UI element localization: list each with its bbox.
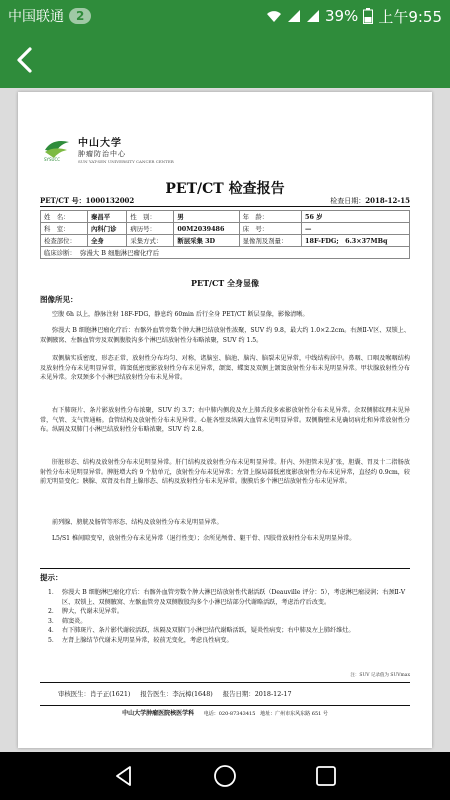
notification-badge: 2 (69, 8, 91, 24)
info-row (41, 235, 410, 247)
pet-no-label: PET/CT 号： (40, 196, 86, 205)
report-date-label: 报告日期： (222, 690, 255, 698)
finding-paragraph: 肝脏形态、结构及放射性分布未见明显异常。肝门结构及放射性分布未见明显异常。肝内、外胆管未见扩张，胆囊、胃及十二指肠放射性分布未见明显异常。脾脏增大约 9 个肋单元，放射性分布未见异常；左肾上腺局部低密度影放射性分布未见异常，直径约 0.9cm，较前无明显变化；胰腺、双肾及右肾上腺形态、结构及放射性分布未见异常。腹膜后多个淋巴结放射性分布未见异常。 (40, 459, 410, 486)
info-label: 年 龄： (239, 211, 301, 223)
reporter-label: 报告医生： (140, 690, 173, 698)
report-footer (18, 708, 432, 717)
info-label: 采集方式： (127, 235, 174, 247)
info-value: 断层采集 3D (174, 235, 239, 247)
report-document (18, 92, 432, 748)
report-viewer[interactable] (0, 88, 450, 752)
tip-number: 3． (48, 617, 58, 625)
divider (40, 568, 410, 569)
reporter: 李沅樟(1648) (172, 690, 213, 698)
info-value: 全身 (88, 235, 127, 247)
tip-item (48, 607, 410, 617)
info-value: 內科门诊 (88, 223, 127, 235)
tip-number: 5． (48, 636, 58, 644)
report-date: 2018-12-17 (254, 690, 292, 698)
finding-paragraph: 双侧脑实质密度、形态正常，放射性分布均匀、对称，诸脑室、脑池、脑沟、脑裂未见异常，中线结构居中。鼻咽、口咽及喉咽结构及放射性分布未见明显异常，筛窦低密度影放射性分布未见异常，颌窦、蝶窦及双侧上颌窦放射性分布未见明显异常。甲状腺放射性分布未见异常。余双颈多个小淋巴结放射性分布未见异常。 (40, 355, 410, 382)
signal-icon-2 (306, 9, 320, 23)
info-label: 检查部位： (41, 235, 88, 247)
hospital-logo (42, 134, 174, 164)
finding-paragraph: 前列腺、膀胱及肠管等形态、结构及放射性分布未见明显异常。 (52, 519, 223, 526)
circle-home-icon (213, 764, 237, 788)
chevron-left-icon (8, 42, 44, 78)
suv-note: 注：SUV 记录值为 SUVmax (350, 673, 410, 678)
org-name: 中山大学 (78, 138, 122, 149)
footer-dept: 中山大学肿瘤医院核医学科 (122, 710, 195, 717)
footer-address: 地址：广州市东风东路 651 号 (260, 711, 328, 717)
finding-paragraph: L5/S1 椎间隙变窄，放射性分布未见异常（退行性变）；余所见颅骨、躯干骨、四肢骨放射性分布未见明显异常。 (52, 535, 356, 542)
exam-date: 2018-12-15 (365, 196, 410, 205)
nav-home-button[interactable] (213, 764, 237, 788)
exam-date-label: 检查日期： (330, 197, 366, 205)
info-row (41, 223, 410, 235)
diagnosis-value: 弥漫大 B 细胞淋巴瘤化疗后 (80, 249, 160, 257)
info-row (41, 211, 410, 223)
info-label: 科 室： (41, 223, 88, 235)
tip-text: 筛窦炎。 (62, 617, 87, 625)
footer-phone: 电话：020-87343415 (203, 711, 256, 717)
back-button[interactable] (8, 42, 44, 78)
info-value: — (302, 223, 410, 235)
report-id-line (40, 196, 410, 206)
section-title: PET/CT 全身显像 (190, 278, 260, 288)
tip-number: 2． (48, 608, 58, 616)
battery-icon (363, 8, 373, 24)
finding-paragraph: 空腹 6h 以上，静脉注射 18F-FDG，静息约 60min 后行全身 PET/CT 断层显像，影像清晰。 (52, 311, 309, 318)
signature-line (58, 689, 398, 698)
pet-no: 1000132002 (85, 196, 135, 205)
tips-label: 提示： (40, 573, 63, 582)
tip-item (48, 617, 410, 627)
tip-text: 左肾上腺结节代谢未见明显异常，较前无变化，考虑良性病变。 (62, 636, 233, 644)
report-title: PET/CT 检查报告 (165, 181, 285, 197)
tip-text: 弥漫大 B 细胞淋巴瘤化疗后：右髂外血管旁数个肿大淋巴结放射性代谢活跃（Deauville 评分：5），考虑淋巴瘤浸润；右颈Ⅱ-Ⅴ区、双锁上、双侧腋窝、左髂血管旁及双侧腹股沟多个小淋巴结部分代谢略活跃，考虑治疗后改变。 (62, 589, 406, 606)
tip-item (48, 626, 410, 636)
info-label: 病历号： (127, 223, 174, 235)
info-value: 56 岁 (302, 211, 410, 223)
app-bar (0, 32, 450, 88)
org-english-name: SUN YAT-SEN UNIVERSITY CANCER CENTER (78, 159, 174, 164)
battery-percent: 39% (324, 7, 359, 25)
divider (40, 682, 410, 683)
system-nav-bar (0, 752, 450, 800)
tips-list (48, 588, 410, 646)
wifi-icon (266, 9, 282, 23)
findings-label: 图像所见： (40, 295, 78, 304)
hospital-emblem-icon (42, 136, 72, 162)
nav-back-button[interactable] (112, 764, 136, 788)
info-value: 00M2039486 (174, 223, 239, 235)
carrier-label: 中国联通 (8, 9, 64, 25)
diagnosis-label: 临床诊断： (44, 249, 76, 257)
triangle-back-icon (112, 764, 136, 788)
reviewer-label: 审核医生： (58, 690, 90, 698)
info-label: 显像剂及剂量： (239, 235, 301, 247)
org-subname: 肿瘤防治中心 (78, 150, 126, 158)
svg-text:SYSUCC: SYSUCC (44, 157, 61, 162)
info-label: 姓 名： (41, 211, 88, 223)
tip-item (48, 588, 410, 607)
tip-text: 右下肺斑片、条片影代谢较活跃，纵隔及双肺门小淋巴结代谢略活跃，疑炎性病变；右中肺及左上肺纤维灶。 (62, 627, 355, 635)
signal-icon (287, 9, 301, 23)
tip-number: 4． (48, 627, 58, 635)
tip-number: 1． (48, 589, 58, 596)
info-value: 18F-FDG; 6.3×37MBq (302, 235, 410, 247)
tip-text: 脾大，代谢未见异常。 (62, 608, 123, 616)
status-bar (0, 0, 450, 32)
reviewer: 肖子正(1621) (89, 690, 131, 698)
divider (40, 206, 410, 207)
tip-item (48, 636, 410, 646)
patient-info-table (40, 210, 410, 259)
divider (40, 705, 410, 706)
diagnosis-cell (41, 247, 410, 259)
finding-paragraph: 右下肺斑片、条片影放射性分布浓聚，SUV 约 3.7；右中肺内侧段及左上肺舌段多索影放射性分布未见异常。余双侧肺纹理未见异常，气管、支气管通畅。食管结构及放射性分布未见异常。心脏各壁及纵隔大血管未见明显异常。双侧胸壁未见确切病灶和异常放射性分布。纵隔及双肺门小淋巴结放射性分布略浓聚，SUV 约 2.8。 (40, 407, 410, 434)
info-label: 性 别： (127, 211, 174, 223)
clock: 上午9:55 (378, 7, 442, 26)
info-label: 床 号： (239, 223, 301, 235)
square-recents-icon (314, 764, 338, 788)
info-value: 男 (174, 211, 239, 223)
finding-paragraph: 弥漫大 B 细胞淋巴瘤化疗后：右髂外血管旁数个肿大淋巴结放射性浓聚，SUV 约 9.8，最大约 1.0×2.2cm。右颈Ⅱ-Ⅴ区、双锁上、双侧腋窝、左髂血管旁及双侧腹股沟多个淋巴结放射性分布略浓聚，SUV 约 1.5。 (40, 327, 410, 344)
nav-recents-button[interactable] (314, 764, 338, 788)
info-value: 秦昌平 (88, 211, 127, 223)
